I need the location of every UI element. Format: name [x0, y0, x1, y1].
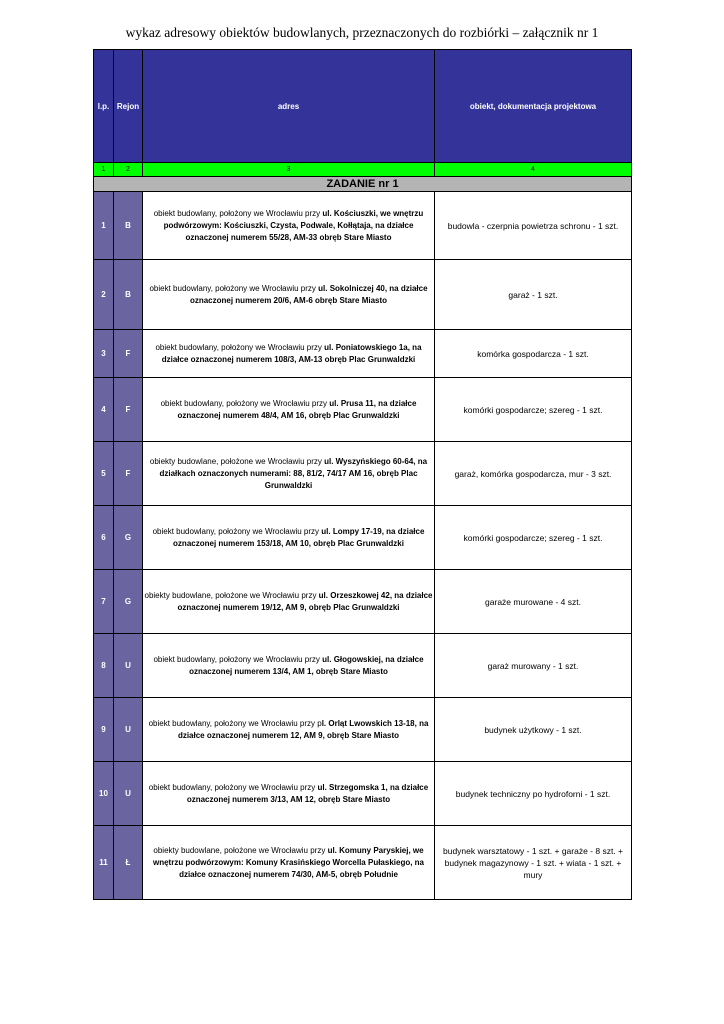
address-location: ul. Komuny Paryskiej, we wnętrzu podwórzowym: Komuny Krasińskiego Worcella Pułaskiego, na działce oznaczonej numerem 74/30, AM-5, obręb Południe — [152, 845, 424, 879]
address-location: ul. Głogowskiej, na działce oznaczonej numerem 13/4, AM 1, obręb Stare Miasto — [189, 654, 424, 676]
address-location: ul. Poniatowskiego 1a, na działce oznaczonej numerem 108/3, AM-13 obręb Plac Grunwaldzki — [161, 342, 422, 364]
table-row — [94, 442, 632, 506]
column-number-row — [94, 163, 632, 177]
row-object: budowla - czerpnia powietrza schronu - 1 szt. — [435, 192, 632, 260]
header-lp: l.p. — [94, 50, 114, 163]
row-address — [143, 570, 435, 634]
demolition-table — [93, 49, 632, 900]
row-object: komórka gospodarcza - 1 szt. — [435, 330, 632, 378]
address-prefix: obiekt budowlany, położony we Wrocławiu przy — [148, 782, 318, 792]
address-location: ul. Lompy 17-19, na działce oznaczonej numerem 153/18, AM 10, obręb Plac Grunwaldzki — [173, 526, 425, 548]
table-row — [94, 506, 632, 570]
row-lp: 6 — [94, 506, 114, 570]
row-lp: 8 — [94, 634, 114, 698]
address-location: ul. Wyszyńskiego 60-64, na działkach oznaczonych numerami: 88, 81/2, 74/17 AM 16, obręb Plac Grunwaldzki — [159, 456, 428, 490]
row-object: garaż murowany - 1 szt. — [435, 634, 632, 698]
row-object: budynek użytkowy - 1 szt. — [435, 698, 632, 762]
row-lp: 7 — [94, 570, 114, 634]
row-object: garaże murowane - 4 szt. — [435, 570, 632, 634]
row-address — [143, 506, 435, 570]
row-rejon: U — [114, 698, 143, 762]
address-prefix: obiekt budowlany, położony we Wrocławiu przy — [149, 283, 319, 293]
address-prefix: obiekt budowlany, położony we Wrocławiu przy p — [148, 718, 322, 728]
row-object: budynek warsztatowy - 1 szt. + garaże - 8 szt. + budynek magazynowy - 1 szt. + wiata - 1 szt. + mury — [435, 826, 632, 900]
row-lp: 9 — [94, 698, 114, 762]
row-rejon: U — [114, 634, 143, 698]
row-address — [143, 826, 435, 900]
column-number: 2 — [114, 163, 143, 177]
row-object: budynek techniczny po hydroforni - 1 szt. — [435, 762, 632, 826]
address-location: l. Orląt Lwowskich 13-18, na działce oznaczonej numerem 12, AM 9, obręb Stare Miasto — [177, 718, 429, 740]
address-prefix: obiekt budowlany, położony we Wrocławiu przy — [155, 342, 325, 352]
row-lp: 10 — [94, 762, 114, 826]
table-row — [94, 378, 632, 442]
row-rejon: G — [114, 506, 143, 570]
section-title: ZADANIE nr 1 — [94, 177, 632, 192]
address-prefix: obiekt budowlany, położony we Wrocławiu przy — [152, 526, 322, 536]
row-rejon: B — [114, 260, 143, 330]
row-lp: 2 — [94, 260, 114, 330]
row-rejon: F — [114, 330, 143, 378]
address-location: ul. Orzeszkowej 42, na działce oznaczonej numerem 19/12, AM 9, obręb Plac Grunwaldzki — [177, 590, 433, 612]
header-rejon: Rejon — [114, 50, 143, 163]
row-lp: 4 — [94, 378, 114, 442]
row-rejon: Ł — [114, 826, 143, 900]
column-number: 4 — [435, 163, 632, 177]
row-address — [143, 192, 435, 260]
address-prefix: obiekt budowlany, położony we Wrocławiu przy — [160, 398, 330, 408]
row-object: komórki gospodarcze; szereg - 1 szt. — [435, 506, 632, 570]
address-location: ul. Strzegomska 1, na działce oznaczonej numerem 3/13, AM 12, obręb Stare Miasto — [186, 782, 429, 804]
table-row — [94, 698, 632, 762]
row-lp: 11 — [94, 826, 114, 900]
column-number: 1 — [94, 163, 114, 177]
header-row — [94, 50, 632, 163]
address-prefix: obiekty budowlane, położone we Wrocławiu przy — [149, 456, 325, 466]
address-location: ul. Prusa 11, na działce oznaczonej numerem 48/4, AM 16, obręb Plac Grunwaldzki — [177, 398, 417, 420]
row-address — [143, 634, 435, 698]
row-rejon: F — [114, 442, 143, 506]
table-row — [94, 192, 632, 260]
row-address — [143, 442, 435, 506]
row-object: garaż - 1 szt. — [435, 260, 632, 330]
row-rejon: F — [114, 378, 143, 442]
table-row — [94, 634, 632, 698]
row-object: garaż, komórka gospodarcza, mur - 3 szt. — [435, 442, 632, 506]
section-row — [94, 177, 632, 192]
row-rejon: B — [114, 192, 143, 260]
page-title: wykaz adresowy obiektów budowlanych, przeznaczonych do rozbiórki – załącznik nr 1 — [125, 25, 599, 40]
table-row — [94, 762, 632, 826]
row-lp: 3 — [94, 330, 114, 378]
header-obiekt: obiekt, dokumentacja projektowa — [435, 50, 632, 163]
row-address — [143, 698, 435, 762]
row-rejon: U — [114, 762, 143, 826]
table-row — [94, 330, 632, 378]
row-lp: 1 — [94, 192, 114, 260]
address-location: ul. Kościuszki, we wnętrzu podwórzowym: Kościuszki, Czysta, Podwale, Kołłątaja, na działce oznaczonej numerem 55/28, AM-33 obręb Stare Miasto — [163, 208, 424, 242]
header-adres: adres — [143, 50, 435, 163]
address-location: ul. Sokolniczej 40, na działce oznaczonej numerem 20/6, AM-6 obręb Stare Miasto — [189, 283, 428, 305]
row-address — [143, 378, 435, 442]
row-rejon: G — [114, 570, 143, 634]
row-lp: 5 — [94, 442, 114, 506]
column-number: 3 — [143, 163, 435, 177]
row-object: komórki gospodarcze; szereg - 1 szt. — [435, 378, 632, 442]
address-prefix: obiekty budowlane, położone we Wrocławiu przy — [153, 845, 328, 855]
row-address — [143, 330, 435, 378]
table-row — [94, 826, 632, 900]
row-address — [143, 260, 435, 330]
row-address — [143, 762, 435, 826]
table-row — [94, 260, 632, 330]
table-row — [94, 570, 632, 634]
address-prefix: obiekt budowlany, położony we Wrocławiu przy — [153, 208, 323, 218]
address-prefix: obiekt budowlany, położony we Wrocławiu przy — [153, 654, 323, 664]
address-prefix: obiekty budowlane, położone we Wrocławiu przy — [144, 590, 319, 600]
